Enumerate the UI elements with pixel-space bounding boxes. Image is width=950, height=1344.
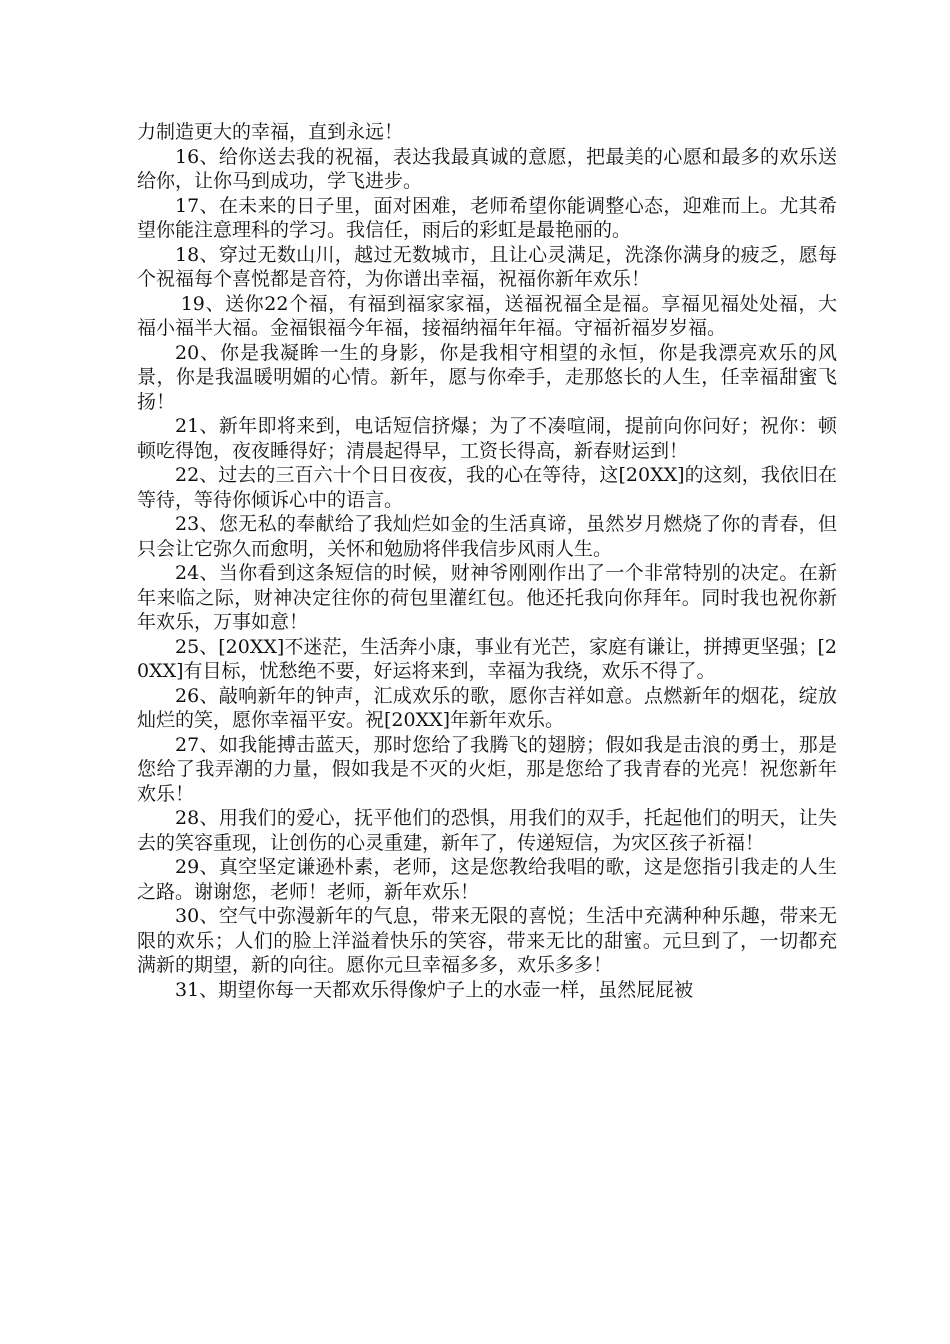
paragraph-continuation: 力制造更大的幸福，直到永远！ — [137, 121, 404, 143]
paragraph-20: 20、你是我凝眸一生的身影，你是我相守相望的永恒，你是我漂亮欢乐的风景，你是我温暖明媚的心情。新年，愿与你牵手，走那悠长的人生，任幸福甜蜜飞扬！ — [137, 341, 837, 413]
paragraph-28: 28、用我们的爱心，抚平他们的恐惧，用我们的双手，托起他们的明天，让失去的笑容重现，让创伤的心灵重建，新年了，传递短信，为灾区孩子祈福！ — [137, 807, 837, 854]
paragraph-26: 26、敲响新年的钟声，汇成欢乐的歌，愿你吉祥如意。点燃新年的烟花，绽放灿烂的笑，愿你幸福平安。祝[20XX]年新年欢乐。 — [137, 684, 837, 731]
document-body — [137, 120, 837, 1002]
paragraph-27: 27、如我能搏击蓝天，那时您给了我腾飞的翅膀；假如我是击浪的勇士，那是您给了我弄潮的力量，假如我是不灭的火炬，那是您给了我青春的光亮！祝您新年欢乐！ — [137, 733, 837, 805]
paragraph-30: 30、空气中弥漫新年的气息，带来无限的喜悦；生活中充满种种乐趣，带来无限的欢乐；人们的脸上洋溢着快乐的笑容，带来无比的甜蜜。元旦到了，一切都充满新的期望，新的向往。愿你元旦幸福多多，欢乐多多！ — [137, 905, 837, 976]
paragraph-18: 18、穿过无数山川，越过无数城市，且让心灵满足，洗涤你满身的疲乏，愿每个祝福每个喜悦都是音符，为你谱出幸福，祝福你新年欢乐！ — [137, 243, 837, 290]
paragraph-22: 22、过去的三百六十个日日夜夜，我的心在等待，这[20XX]的这刻，我依旧在等待，等待你倾诉心中的语言。 — [137, 464, 837, 511]
paragraph-29: 29、真空坚定谦逊朴素，老师，这是您教给我唱的歌，这是您指引我走的人生之路。谢谢您，老师！老师，新年欢乐！ — [137, 856, 837, 903]
paragraph-17: 17、在未来的日子里，面对困难，老师希望你能调整心态，迎难而上。尤其希望你能注意理科的学习。我信任，雨后的彩虹是最艳丽的。 — [137, 194, 837, 241]
paragraph-23: 23、您无私的奉献给了我灿烂如金的生活真谛，虽然岁月燃烧了你的青春，但只会让它弥久而愈明，关怀和勉励将伴我信步风雨人生。 — [137, 513, 837, 560]
paragraph-24: 24、当你看到这条短信的时候，财神爷刚刚作出了一个非常特别的决定。在新年来临之际，财神决定往你的荷包里灌红包。他还托我向你拜年。同时我也祝你新年欢乐，万事如意！ — [137, 562, 837, 633]
paragraph-16: 16、给你送去我的祝福，表达我最真诚的意愿，把最美的心愿和最多的欢乐送给你，让你马到成功，学飞进步。 — [137, 145, 837, 192]
paragraph-19: 19、送你22个福，有福到福家家福，送福祝福全是福。享福见福处处福，大福小福半大福。金福银福今年福，接福纳福年年福。守福祈福岁岁福。 — [137, 292, 837, 339]
paragraph-25: 25、[20XX]不迷茫，生活奔小康，事业有光芒，家庭有谦让，拼搏更坚强；[20XX]有目标，忧愁绝不要，好运将来到，幸福为我绕，欢乐不得了。 — [137, 635, 837, 682]
paragraph-31: 31、期望你每一天都欢乐得像炉子上的水壶一样，虽然屁屁被 — [175, 978, 694, 1001]
paragraph-21: 21、新年即将来到，电话短信挤爆；为了不凑喧闹，提前向你问好；祝你：顿顿吃得饱，夜夜睡得好；清晨起得早，工资长得高，新春财运到！ — [137, 415, 837, 462]
